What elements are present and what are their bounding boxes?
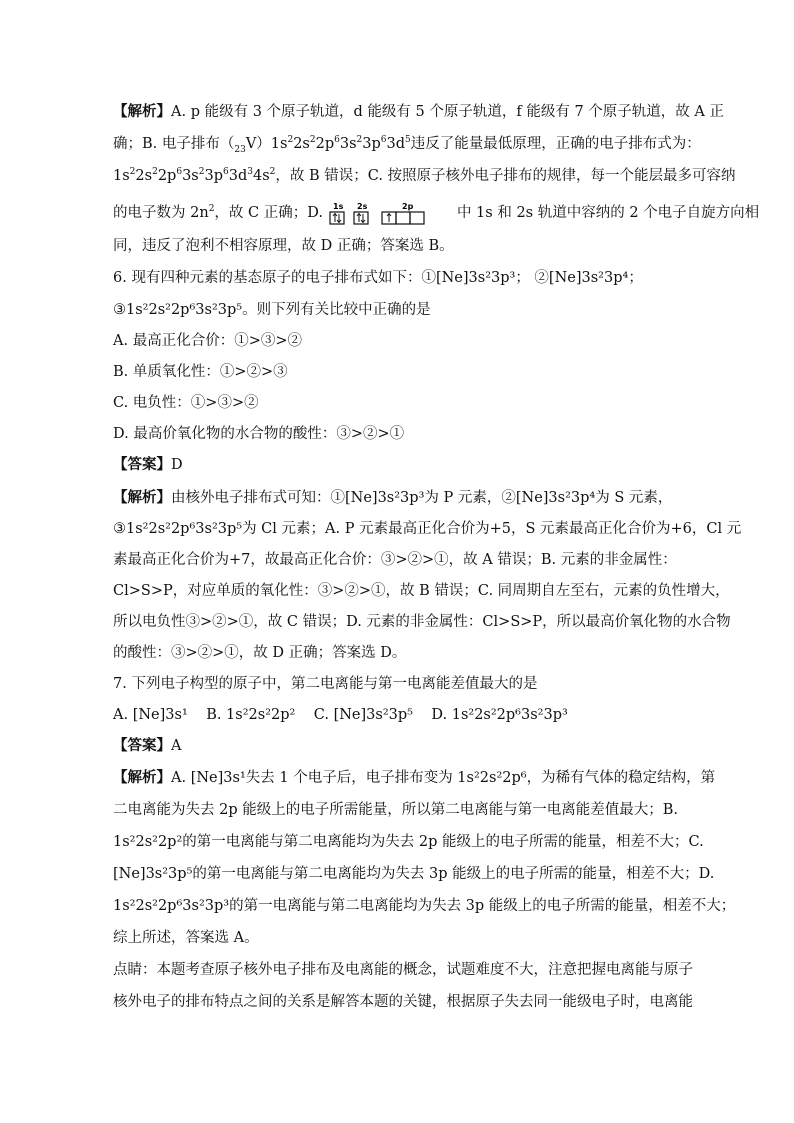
q7-analysis-line-4: [Ne]3s²3p⁵的第一电离能与第二电离能均为失去 3p 能级上的电子所需的能量，相差不大；D.	[113, 866, 715, 882]
orbital-1s-label: 1s	[332, 202, 344, 211]
q5-analysis-line-2: 确；B. 电子排布$(_{23}V)1s^22s^22p^63s^23p^63d^5$违反了能量最低原理，正确的电子排布式为：	[113, 135, 701, 155]
q5-analysis-line-4: 的电子数为 $2n^2$，故 C 正确；D. 1s 2s 2p 中 1s 和 2s 轨道中容纳的 2 个电子自旋方向相	[113, 201, 759, 225]
q5-analysis-line-3: $1s^22s^22p^63s^23p^63d^34s^2$，故 B 错误；C. 按照原子核外电子排布的规律，每一个能层最多可容纳	[113, 167, 736, 184]
answer-tag: 【答案】	[113, 456, 171, 473]
q5-analysis-line-1: 【解析】A. p 能级有 3 个原子轨道，d 能级有 5 个原子轨道，f 能级有 7 个原子轨道，故 A 正	[113, 103, 724, 120]
orbital-2s-arrows	[357, 214, 365, 223]
q7-comment-line-2: 核外电子的排布特点之间的关系是解答本题的关键，根据原子失去同一能级电子时，电离能	[113, 994, 693, 1010]
q6-stem-line-1: 6. 现有四种元素的基态原子的电子排布式如下：①[Ne]3s²3p³； ②[Ne]3s²3p⁴；	[113, 270, 643, 286]
q7-stem: 7. 下列电子构型的原子中，第二电离能与第一电离能差值最大的是	[113, 676, 538, 692]
orbital-2s-label: 2s	[356, 202, 368, 211]
q7-answer	[113, 736, 181, 756]
q6-option-d: D. 最高价氧化物的水合物的酸性：③>②>①	[113, 426, 405, 442]
orbital-1s-arrows	[333, 214, 341, 223]
analysis-tag: 【解析】	[113, 769, 171, 786]
orbital-diagram	[326, 201, 454, 225]
answer-tag: 【答案】	[113, 737, 171, 754]
orbital-2s-box	[354, 212, 368, 224]
q7-comment-line-1: 点睛：本题考查原子核外电子排布及电离能的概念，试题难度不大，注意把握电离能与原子	[113, 962, 693, 978]
q6-analysis-line-1: 【解析】由核外电子排布式可知：①[Ne]3s²3p³为 P 元素，②[Ne]3s²3p⁴为 S 元素，	[113, 489, 673, 506]
q6-analysis-line-6: 的酸性：③>②>①，故 D 正确；答案选 D。	[113, 645, 407, 661]
q6-analysis-line-5: 所以电负性③>②>①，故 C 错误；D. 元素的非金属性：Cl>S>P，所以最高价氧化物的水合物	[113, 614, 731, 630]
orbital-2p-label: 2p	[401, 202, 414, 211]
orbital-2p-box-2	[396, 212, 410, 224]
q7-options: A. [Ne]3s¹ B. 1s²2s²2p² C. [Ne]3s²3p⁵ D. 1s²2s²2p⁶3s²3p³	[113, 707, 568, 723]
q6-answer	[113, 455, 183, 475]
q7-analysis-line-1: 【解析】A. [Ne]3s¹失去 1 个电子后，电子排布变为 1s²2s²2p⁶，为稀有气体的稳定结构，第	[113, 769, 716, 786]
q7-analysis-line-6: 综上所述，答案选 A。	[113, 930, 259, 946]
q7-analysis-line-2: 二电离能为失去 2p 能级上的电子所需能量，所以第二电离能与第一电离能差值最大；B.	[113, 802, 678, 818]
q6-stem-line-2: ③1s²2s²2p⁶3s²3p⁵。则下列有关比较中正确的是	[113, 302, 431, 318]
q6-option-b: B. 单质氧化性：①>②>③	[113, 364, 288, 380]
q7-analysis-line-3: 1s²2s²2p²的第一电离能与第二电离能均为失去 2p 能级上的电子所需的能量，相差不大；C.	[113, 834, 704, 850]
orbital-2p-arrow	[387, 214, 391, 223]
analysis-tag: 【解析】	[113, 103, 171, 120]
q6-option-a: A. 最高正化合价：①>③>②	[113, 333, 302, 349]
orbital-1s-box	[330, 212, 344, 224]
answer-value: A	[171, 738, 182, 754]
q7-analysis-line-5: 1s²2s²2p⁶3s²3p³的第一电离能与第二电离能均为失去 3p 能级上的电子所需的能量，相差不大；	[113, 898, 736, 914]
q6-analysis-line-4: Cl>S>P，对应单质的氧化性：③>②>①，故 B 错误；C. 同周期自左至右，元素的负性增大，	[113, 583, 730, 599]
analysis-tag: 【解析】	[113, 489, 171, 506]
q6-analysis-line-3: 素最高正化合价为+7，故最高正化合价：③>②>①，故 A 错误；B. 元素的非金属性：	[113, 552, 677, 568]
q5-analysis-line-5: 同，违反了泡利不相容原理，故 D 正确；答案选 B。	[113, 238, 454, 254]
answer-value: D	[171, 457, 183, 473]
q6-option-c: C. 电负性：①>③>②	[113, 395, 259, 411]
orbital-2p-box-3	[410, 212, 424, 224]
q6-analysis-line-2: ③1s²2s²2p⁶3s²3p⁵为 Cl 元素；A. P 元素最高正化合价为+5，S 元素最高正化合价为+6，Cl 元	[113, 521, 742, 537]
